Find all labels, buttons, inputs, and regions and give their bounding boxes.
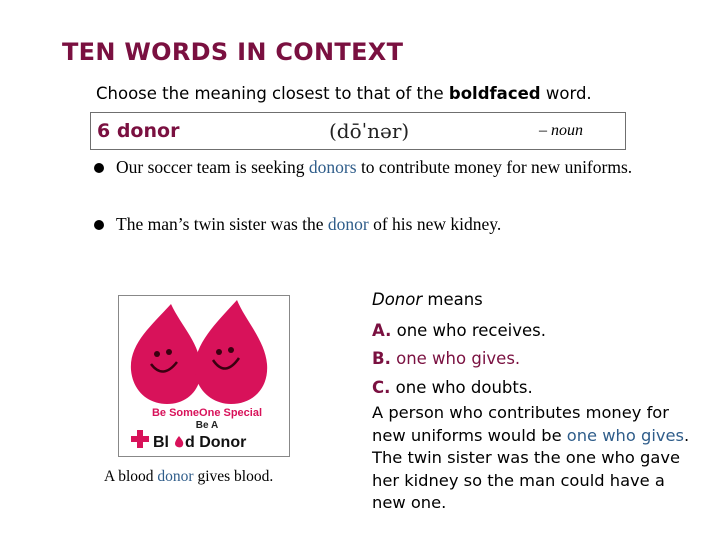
question-prompt [372,290,483,309]
blood-drops-illustration [119,296,289,456]
option-label: C. [372,378,391,397]
word-number-and-term: 6 donor [97,120,180,142]
option-text: one who gives. [390,349,521,368]
example-post: to contribute money for new uniforms. [356,157,633,177]
caption-word: donor [157,468,194,485]
vocabulary-word-box [90,112,626,150]
example-text [116,156,639,179]
image-caption [104,468,273,486]
option-c[interactable] [372,378,533,397]
example-word: donors [308,157,357,177]
question-word: Donor [372,290,423,309]
instruction-bold: boldfaced [448,84,541,103]
caption-post: gives blood. [193,468,274,485]
example-sentence-2 [94,213,634,236]
example-word: donor [327,214,369,234]
explanation-part-1: A person who contributes money for new uniforms would be [372,403,669,445]
drop-o-icon [175,436,183,447]
example-pre: The man’s twin sister was the [116,214,328,234]
answer-explanation [372,402,692,515]
instruction-after: word. [540,84,592,103]
option-text: one who doubts. [390,378,533,397]
option-b[interactable] [372,349,520,368]
option-label: A. [372,321,392,340]
example-sentence-1 [94,156,639,179]
explanation-part-2: . The twin sister was the one who gave her kidney so the man could have a new one. [372,425,690,512]
tagline-line-2: Be A [195,420,219,431]
instruction-before: Choose the meaning closest to that of the [96,84,449,103]
blood-donor-image [118,295,290,457]
logo-text-end: d Donor [185,434,247,451]
pronunciation: (dōˈnər) [329,119,410,143]
option-a[interactable] [372,321,546,340]
bullet-icon [94,220,104,230]
question-means: means [422,290,483,309]
explanation-highlight: one who gives [566,425,685,445]
example-pre: Our soccer team is seeking [116,157,309,177]
instruction-text [96,84,592,103]
example-text [116,213,634,236]
tagline-line-1: Be SomeOne Special [151,407,263,419]
page-title: TEN WORDS IN CONTEXT [62,38,404,66]
part-of-speech: – noun [539,122,583,139]
option-label: B. [372,349,391,368]
caption-pre: A blood [104,468,158,485]
option-text: one who receives. [391,321,546,340]
example-post: of his new kidney. [368,214,502,234]
bullet-icon [94,163,104,173]
logo-text-start: Bl [153,434,169,451]
left-drop-shape [131,304,201,404]
